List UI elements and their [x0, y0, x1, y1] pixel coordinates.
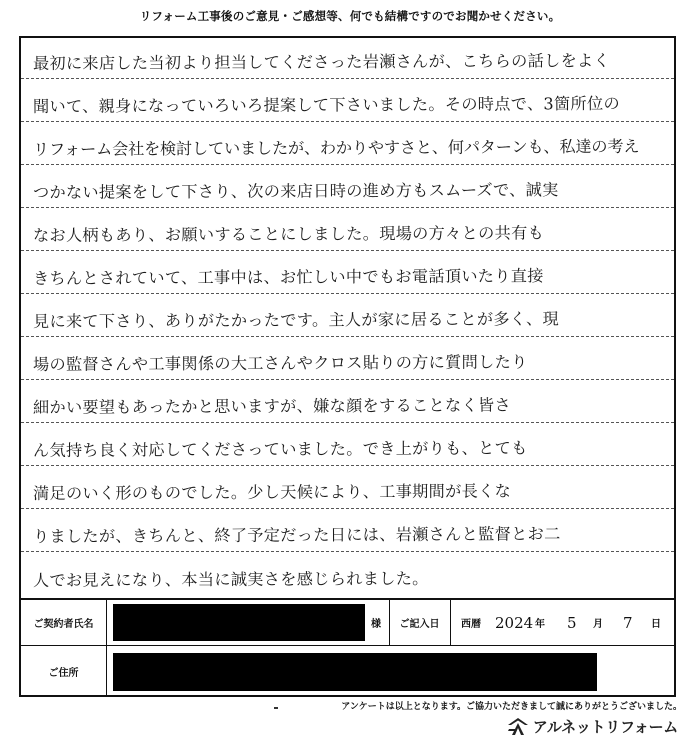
comment-line	[21, 382, 674, 423]
thank-you-note: アンケートは以上となります。ご協力いただきまして誠にありがとうございました。	[341, 702, 682, 712]
handwritten-text: 見に来て下さり、ありがたかったです。主人が家に居ることが多く、現	[32, 309, 559, 331]
brand-name: アルネットリフォーム	[532, 718, 678, 736]
comment-line	[21, 253, 674, 294]
comment-line	[21, 468, 674, 509]
handwritten-text: なお人柄もあり、お願いすることにしました。現場の方々との共有も	[32, 223, 545, 246]
survey-instruction-header: リフォーム工事後のご意見・ご感想等、何でも結構ですのでお聞かせください。	[139, 9, 561, 23]
redacted-name	[113, 604, 365, 641]
customer-info-table	[21, 598, 674, 699]
comment-line	[21, 425, 674, 466]
address-label: ご住所	[21, 645, 107, 697]
day-value: 7	[623, 613, 633, 632]
handwritten-text: ん気持ち良く対応してくださっていました。でき上がりも、とても	[32, 438, 528, 460]
handwritten-text: きちんとされていて、工事中は、お忙しい中でもお電話頂いたり直接	[32, 266, 544, 288]
arnet-logo-icon	[507, 717, 529, 737]
comment-line	[21, 296, 674, 337]
survey-form	[19, 36, 676, 697]
era-label: 西暦	[461, 619, 481, 630]
comment-line	[21, 38, 674, 79]
comment-line	[21, 124, 674, 165]
honorific-label: 様	[371, 619, 381, 630]
handwritten-text: 最初に来店した当初より担当してくださった岩瀬さんが、こちらの話しをよく	[32, 50, 611, 74]
handwritten-text: リフォーム会社を検討していましたが、わかりやすさと、何パターンも、私達の考え	[32, 136, 640, 160]
comment-line	[21, 511, 674, 552]
company-brand	[507, 716, 678, 737]
handwritten-text: 人でお見えになり、本当に誠実さを感じられました。	[32, 568, 429, 590]
comment-line	[21, 210, 674, 251]
pen-mark	[274, 707, 278, 709]
handwritten-text: りましたが、きちんと、終了予定だった日には、岩瀬さんと監督とお二	[32, 524, 561, 546]
handwritten-text: つかない提案をして下さり、次の来店日時の進め方もスムーズで、誠実	[32, 180, 559, 203]
comment-line	[21, 167, 674, 208]
month-value: 5	[567, 613, 577, 632]
comment-line	[21, 81, 674, 122]
year-value: 2024	[495, 613, 534, 632]
redacted-address	[113, 653, 597, 691]
date-label: ご記入日	[389, 600, 451, 645]
handwritten-text: 満足のいく形のものでした。少し天候により、工事期間が長くな	[32, 481, 512, 503]
name-label: ご契約者氏名	[21, 600, 107, 645]
address-row	[21, 645, 674, 697]
year-unit: 年	[535, 619, 545, 630]
name-date-row	[21, 600, 674, 646]
day-unit: 日	[651, 619, 661, 630]
handwritten-text: 細かい要望もあったかと思いますが、嫌な顔をすることなく皆さ	[32, 395, 511, 417]
handwritten-text: 聞いて、親身になっていろいろ提案して下さいました。その時点で、3箇所位の	[32, 93, 621, 117]
comment-area	[21, 38, 674, 598]
handwritten-text: 場の監督さんや工事関係の大工さんやクロス貼りの方に質問したり	[32, 352, 528, 374]
comment-line	[21, 339, 674, 380]
month-unit: 月	[593, 619, 603, 630]
comment-line	[21, 554, 674, 595]
